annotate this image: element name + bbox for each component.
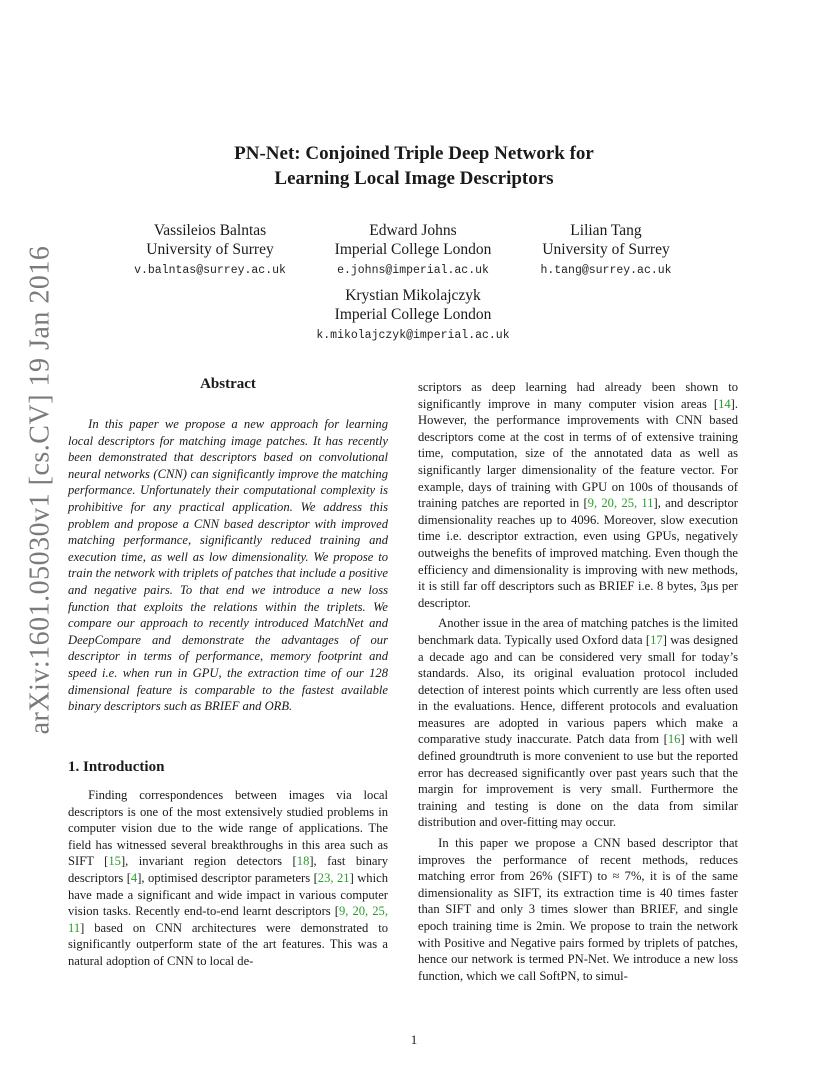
text-run: Another issue in the area of matching patches is the limited benchmark data. Typically used Oxford data [ [418, 616, 738, 647]
author-email[interactable]: k.mikolajczyk@imperial.ac.uk [316, 329, 510, 342]
abstract-paragraph: In this paper we propose a new approach for learning local descriptors for matching image patches. It has recently been demonstrated that descriptors based on convolutional neural networks (CNN) can significantly improve the matching performance. Unfortunately their computational complexity is prohibitive for any practical application. We address this problem and propose a CNN based descriptor with improved matching performance, significantly reduced training and execution time, as well as low dimensionality. We propose to train the network with triplets of patches that include a positive and negative pairs. To that end we introduce a new loss function that exploits the relations within the triplets. We compare our approach to recently introduced MatchNet and DeepCompare and demonstrate the advantages of our descriptor in terms of performance, memory footprint and speed i.e. when run in GPU, the extraction time of our 128 dimensional feature is comparable to the fastest available binary descriptors such as BRIEF and ORB. [68, 417, 388, 714]
author-block [313, 221, 513, 280]
author-affiliation: University of Surrey [146, 241, 274, 258]
intro-paragraph [68, 787, 388, 970]
right-column [418, 379, 738, 984]
citation-link[interactable]: 18 [296, 854, 310, 869]
author-block [288, 286, 538, 345]
author-email[interactable]: h.tang@surrey.ac.uk [540, 264, 672, 277]
abstract-heading: Abstract [200, 376, 256, 392]
paper-title [0, 141, 828, 191]
citation-link[interactable]: 14 [718, 396, 731, 411]
text-run: ] with well defined groundtruth is more convenient to use but the reported error has decreased significantly over past years such that the margin for improvement is very small. Furthermore the training and testing is done on the data from similar distribution and over-fitting may occur. [418, 732, 738, 830]
page-number: 1 [410, 1032, 418, 1047]
citation-link[interactable]: 17 [650, 632, 663, 647]
title-line-1: PN-Net: Conjoined Triple Deep Network for [234, 143, 594, 164]
text-run: Finding correspondences between images via local descriptors is one of the most extensively studied problems in computer vision due to the wide range of applications. The field has witnessed several breakthroughs in this area such as SIFT [ [68, 788, 388, 869]
author-name: Krystian Mikolajczyk [345, 287, 481, 304]
author-email[interactable]: v.balntas@surrey.ac.uk [134, 264, 286, 277]
citation-link[interactable]: 4 [130, 870, 138, 885]
abstract-body [68, 416, 388, 715]
arxiv-stamp-text: arXiv:1601.05030v1 [cs.CV] 19 Jan 2016 [24, 245, 56, 735]
author-block [110, 221, 310, 280]
author-name: Vassileios Balntas [153, 222, 267, 239]
author-block [506, 221, 706, 280]
text-run: ] was designed a decade ago and can be considered very small for today’s standards. Also, its original evaluation protocol included detection of interest points which currently are less often used in the evaluations. Hence, different protocols and evaluation measures are adopted in various papers which make a comparative study inaccurate. Patch data from [ [418, 632, 738, 747]
intro-column [68, 787, 388, 970]
citation-link[interactable]: 16 [667, 732, 681, 747]
author-name: Edward Johns [369, 222, 457, 239]
text-run: ]. However, the performance improvements with CNN based descriptors come at the cost in terms of of extensive training time, computation, size of the annotated data as well as significantly larger dimensionality of the feature vector. For example, days of training with GPU on 100s of thousands of training patches are reported in [ [418, 396, 738, 511]
citation-link[interactable]: 23, 21 [317, 870, 350, 885]
citation-link[interactable]: 9, 20, 25, 11 [68, 904, 388, 935]
author-affiliation: University of Surrey [542, 241, 670, 258]
body-paragraph [418, 615, 738, 831]
citation-link[interactable]: 9, 20, 25, 11 [587, 496, 654, 511]
body-paragraph [418, 379, 738, 611]
text-run: ], invariant region detectors [ [120, 854, 297, 869]
text-run: ], and descriptor dimensionality reaches up to 4096. Moreover, slow execution time i.e. descriptor extraction, even using GPUs, negatively outweighs the benefits of improved matching. Even though the efficiency and dimensionality is improving with new methods, it is still far off descriptors such as BRIEF i.e. 8 bytes, 3μs per descriptor. [418, 496, 738, 610]
author-affiliation: Imperial College London [334, 241, 492, 258]
arxiv-stamp [20, 245, 60, 735]
section-heading-introduction: 1. Introduction [68, 759, 165, 775]
citation-link[interactable]: 15 [108, 854, 121, 869]
text-run: ], fast binary descriptors [ [68, 854, 389, 885]
text-run: ] based on CNN architectures were demonstrated to significantly outperform state of the art features. This was a natural adoption of CNN to local de- [68, 920, 388, 968]
author-name: Lilian Tang [570, 222, 642, 239]
text-run: ] which have made a significant and wide impact in various computer vision tasks. Recently end-to-end learnt descriptors [ [68, 870, 388, 919]
author-email[interactable]: e.johns@imperial.ac.uk [337, 264, 489, 277]
text-run: scriptors as deep learning had already been shown to significantly improve in many computer vision areas [ [418, 380, 738, 411]
text-run: ], optimised descriptor parameters [ [137, 870, 318, 885]
title-line-2: Learning Local Image Descriptors [274, 168, 554, 189]
author-affiliation: Imperial College London [334, 306, 492, 323]
body-paragraph: In this paper we propose a CNN based descriptor that improves the performance of recent methods, reduces matching error from 26% (SIFT) to ≈ 7%, it is of the same dimensionality as SIFT, its extraction time is 40 times faster than SIFT and only 3 times slower than BRIEF, and single epoch training time is 2min. We propose to train the network with Positive and Negative pairs formed by triplets of patches, hence our network is termed PN-Net. We introduce a new loss function, which we call SoftPN, to simul- [418, 836, 738, 983]
